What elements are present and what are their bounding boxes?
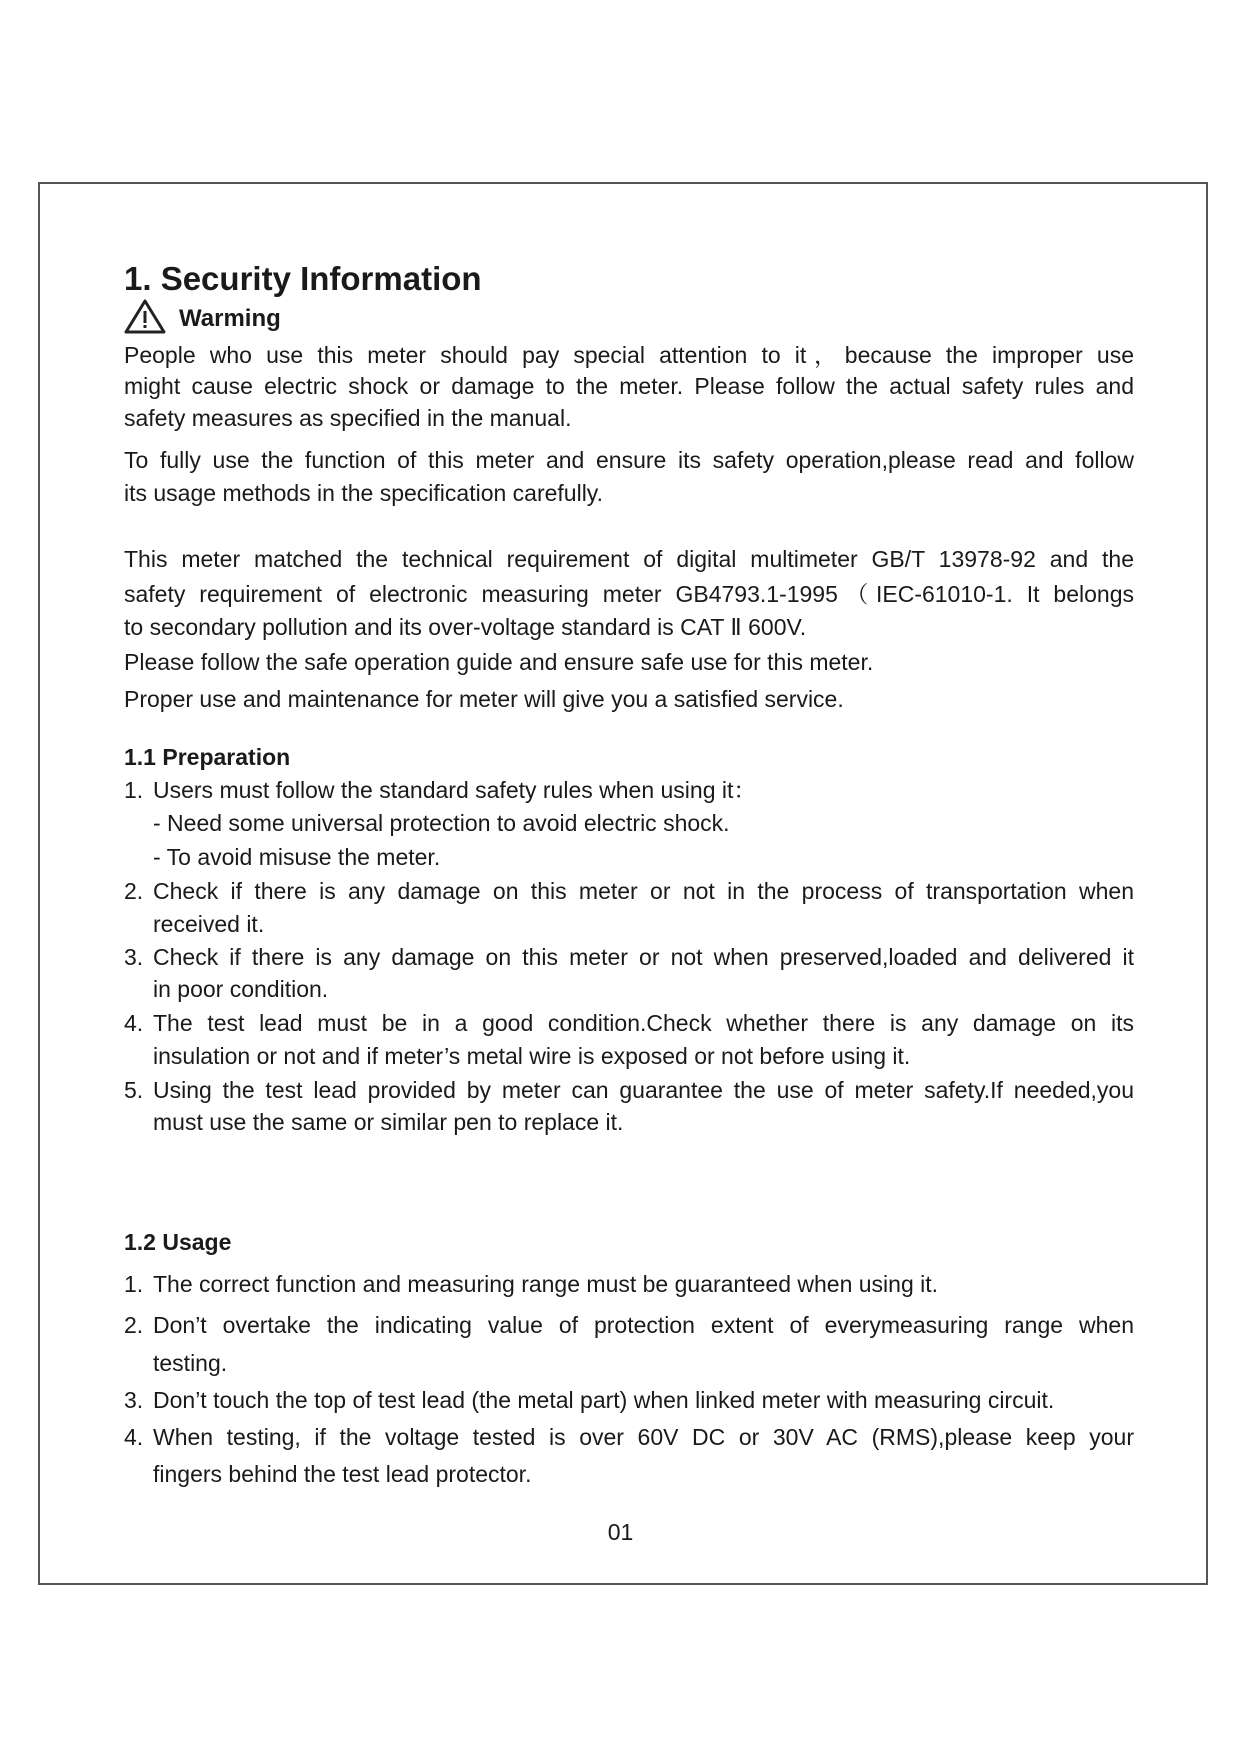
list-item-number: 5.	[124, 1077, 144, 1103]
list-item-number: 2.	[124, 878, 144, 904]
page-title: 1. Security Information	[124, 260, 482, 297]
list-item-text: insulation or not and if meter’s metal wire is exposed or not before using it.	[153, 1043, 911, 1069]
list-item-text: fingers behind the test lead protector.	[153, 1461, 532, 1487]
list-item-text: received it.	[153, 911, 265, 937]
section-heading: 1.1 Preparation	[124, 744, 291, 770]
list-sub-item: - Need some universal protection to avoid electric shock.	[153, 810, 730, 836]
paragraph-line: To fully use the function of this meter and ensure its safety operation,please read and follow	[124, 447, 1134, 473]
list-item-text: Users must follow the standard safety rules when using it：	[153, 777, 757, 803]
list-item-text: Don’t touch the top of test lead (the metal part) when linked meter with measuring circuit.	[153, 1387, 1055, 1413]
list-item-text: The test lead must be in a good condition.Check whether there is any damage on its	[153, 1010, 1134, 1036]
section-heading: 1.2 Usage	[124, 1229, 232, 1255]
list-item-text: Check if there is any damage on this meter or not when preserved,loaded and delivered it	[153, 944, 1134, 970]
paragraph-line: to secondary pollution and its over-voltage standard is CAT Ⅱ 600V.	[124, 614, 807, 640]
list-item-text: must use the same or similar pen to replace it.	[153, 1109, 624, 1135]
paragraph-line: safety requirement of electronic measuring meter GB4793.1-1995（IEC-61010-1. It belongs	[124, 581, 1134, 607]
list-item-text: Using the test lead provided by meter can guarantee the use of meter safety.If needed,you	[153, 1077, 1134, 1103]
list-item-text: The correct function and measuring range must be guaranteed when using it.	[153, 1271, 939, 1297]
list-item-text: in poor condition.	[153, 976, 329, 1002]
paragraph-line: This meter matched the technical requirement of digital multimeter GB/T 13978-92 and the	[124, 546, 1134, 572]
paragraph-line: Proper use and maintenance for meter will give you a satisfied service.	[124, 686, 844, 712]
list-sub-item: - To avoid misuse the meter.	[153, 844, 441, 870]
page-number: 01	[607, 1519, 634, 1545]
paragraph-line: Please follow the safe operation guide and ensure safe use for this meter.	[124, 649, 874, 675]
list-item-number: 3.	[124, 944, 144, 970]
paragraph-line: People who use this meter should pay special attention to it，because the improper use	[124, 342, 1134, 368]
list-item-number: 4.	[124, 1424, 144, 1450]
warning-label: Warming	[179, 305, 281, 332]
list-item-number: 4.	[124, 1010, 144, 1036]
list-item-number: 1.	[124, 777, 144, 803]
list-item-number: 2.	[124, 1312, 144, 1338]
list-item-number: 3.	[124, 1387, 144, 1413]
list-item-text: testing.	[153, 1350, 228, 1376]
list-item-text: Don’t overtake the indicating value of protection extent of everymeasuring range when	[153, 1312, 1134, 1338]
paragraph-line: safety measures as specified in the manual.	[124, 405, 572, 431]
paragraph-line: its usage methods in the specification carefully.	[124, 480, 603, 506]
list-item-text: Check if there is any damage on this meter or not in the process of transportation when	[153, 878, 1134, 904]
warning-triangle-icon	[124, 299, 166, 334]
paragraph-line: might cause electric shock or damage to the meter. Please follow the actual safety rules and	[124, 373, 1134, 399]
list-item-number: 1.	[124, 1271, 144, 1297]
list-item-text: When testing, if the voltage tested is over 60V DC or 30V AC (RMS),please keep your	[153, 1424, 1134, 1450]
